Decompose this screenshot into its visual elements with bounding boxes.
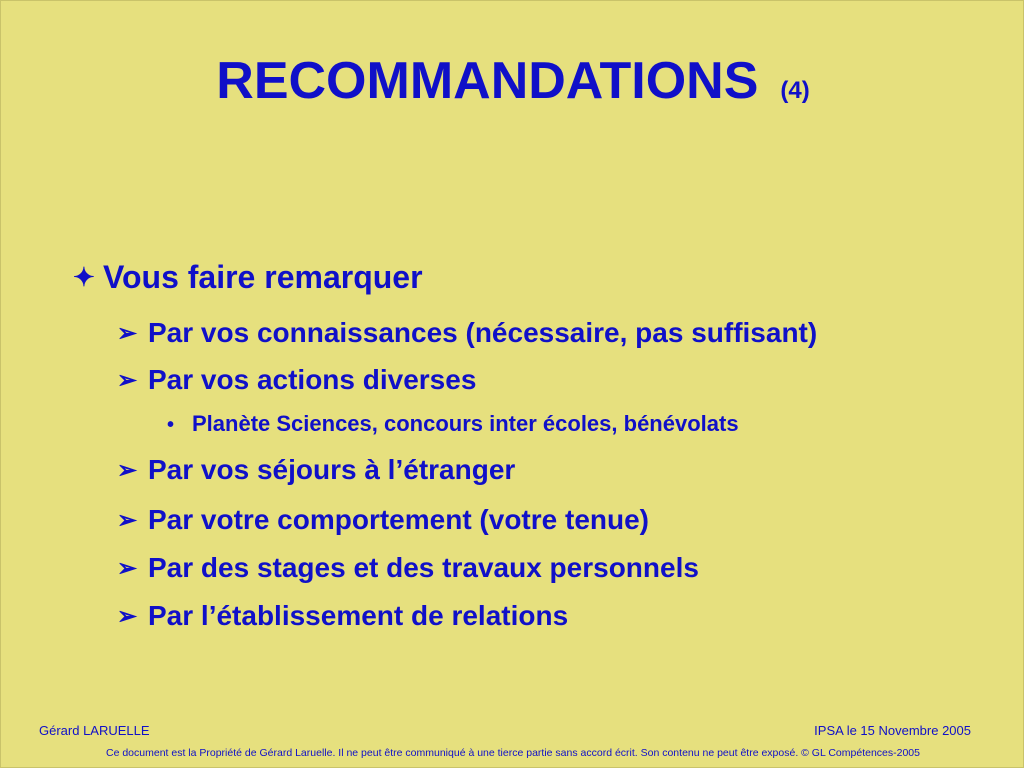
sub-list-item: [167, 411, 739, 437]
four-point-star-icon: ✦: [73, 262, 95, 292]
footer-event: IPSA le 15 Novembre 2005: [814, 723, 971, 738]
dot-bullet-icon: •: [167, 414, 175, 436]
list-item: [117, 504, 649, 536]
list-item-text: Par vos séjours à l’étranger: [148, 454, 516, 485]
list-item: [117, 364, 476, 396]
arrowhead-bullet-icon: ➢: [117, 555, 138, 582]
arrowhead-bullet-icon: ➢: [117, 603, 138, 630]
list-item: [117, 552, 699, 584]
footer-author: Gérard LARUELLE: [39, 723, 150, 738]
list-item-text: Par des stages et des travaux personnels: [148, 552, 699, 583]
list-item-text: Par votre comportement (votre tenue): [148, 504, 649, 535]
list-item-text: Par l’établissement de relations: [148, 600, 569, 631]
list-item-text: Par vos connaissances (nécessaire, pas suffisant): [148, 317, 818, 348]
slide-title: [1, 51, 1024, 111]
main-point: [73, 259, 423, 296]
sub-list-item-text: Planète Sciences, concours inter écoles, bénévolats: [192, 411, 739, 436]
title-text: RECOMMANDATIONS: [216, 52, 759, 110]
list-item: [117, 317, 817, 349]
main-point-text: Vous faire remarquer: [103, 259, 423, 295]
arrowhead-bullet-icon: ➢: [117, 367, 138, 394]
list-item-text: Par vos actions diverses: [148, 364, 477, 395]
list-item: [117, 600, 568, 632]
arrowhead-bullet-icon: ➢: [117, 507, 138, 534]
title-number: (4): [780, 77, 810, 104]
arrowhead-bullet-icon: ➢: [117, 320, 138, 347]
arrowhead-bullet-icon: ➢: [117, 457, 138, 484]
list-item: [117, 454, 515, 486]
footer-copyright-notice: Ce document est la Propriété de Gérard Laruelle. Il ne peut être communiqué à une tierce partie sans accord écrit. Son contenu ne peut être exposé. © GL Compétences-2005: [106, 747, 920, 759]
